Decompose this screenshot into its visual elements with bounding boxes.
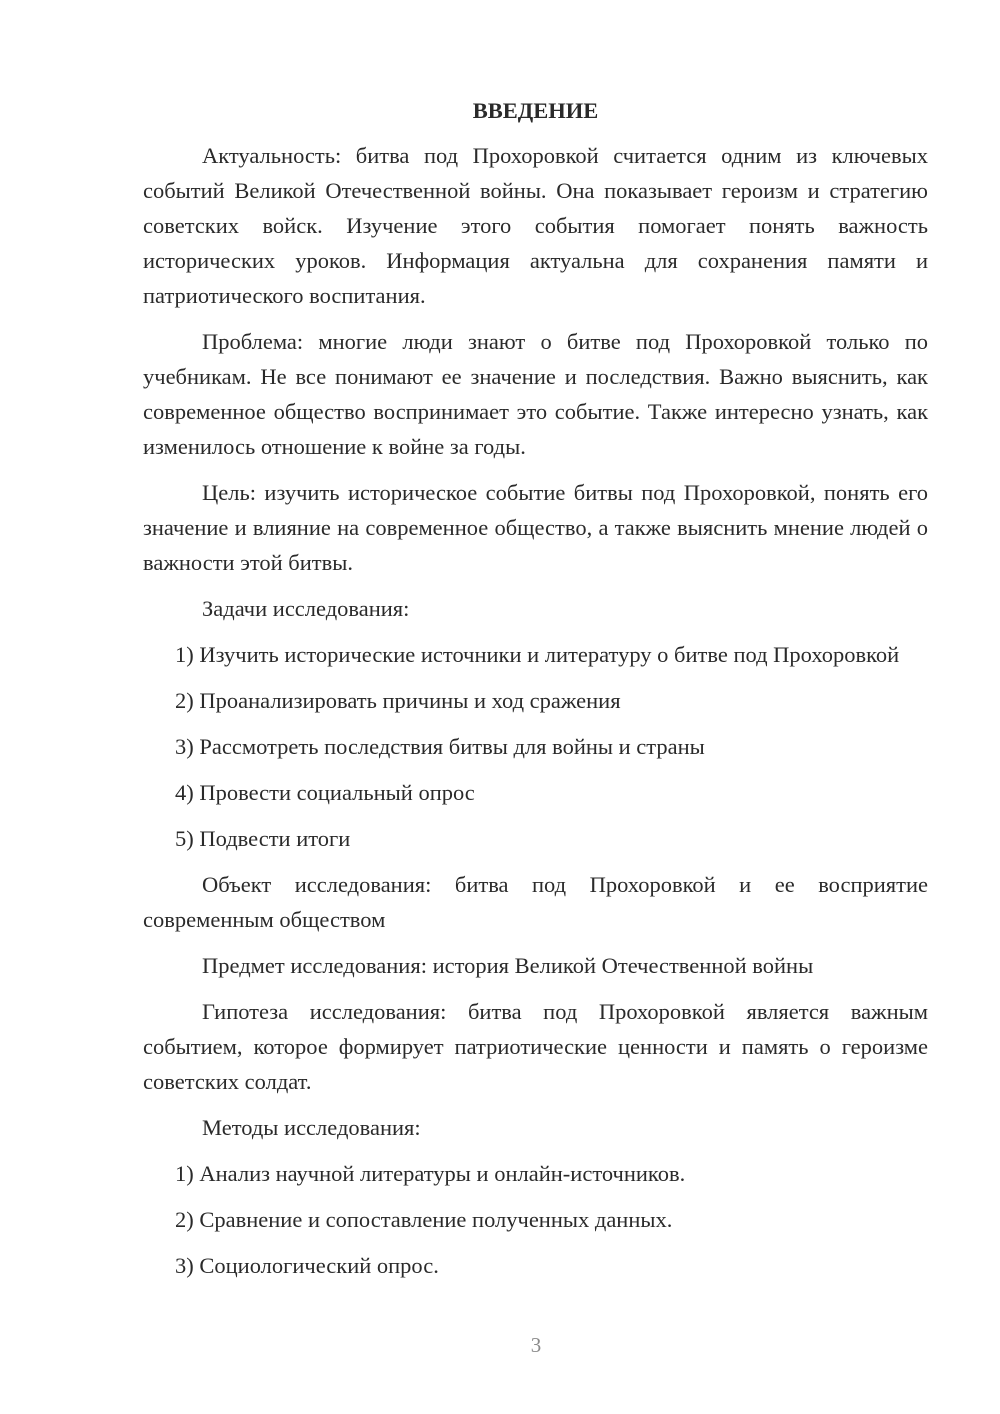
task-item: 3) Рассмотреть последствия битвы для войны и страны bbox=[175, 734, 705, 759]
task-item: 5) Подвести итоги bbox=[175, 826, 351, 851]
task-item: 4) Провести социальный опрос bbox=[175, 780, 475, 805]
task-item: 2) Проанализировать причины и ход сражения bbox=[175, 688, 621, 713]
tasks-label: Задачи исследования: bbox=[202, 596, 410, 621]
relevance-paragraph: Актуальность: битва под Прохоровкой считается одним из ключевых событий Великой Отечественной войны. Она показывает героизм и стратегию советских войск. Изучение этого события помогает понять важность исторических уроков. Информация актуальна для сохранения памяти и патриотического воспитания. bbox=[143, 143, 928, 308]
subject-paragraph: Предмет исследования: история Великой Отечественной войны bbox=[202, 953, 814, 978]
task-item: 1) Изучить исторические источники и литературу о битве под Прохоровкой bbox=[175, 642, 900, 667]
method-item: 3) Социологический опрос. bbox=[175, 1253, 439, 1278]
method-item: 1) Анализ научной литературы и онлайн-источников. bbox=[175, 1161, 686, 1186]
goal-paragraph: Цель: изучить историческое событие битвы под Прохоровкой, понять его значение и влияние на современное общество, а также выяснить мнение людей о важности этой битвы. bbox=[143, 480, 928, 575]
problem-paragraph: Проблема: многие люди знают о битве под Прохоровкой только по учебникам. Не все понимают ее значение и последствия. Важно выяснить, как современное общество воспринимает это событие. Также интересно узнать, как изменилось отношение к войне за годы. bbox=[143, 329, 928, 459]
document-body bbox=[143, 93, 928, 1294]
methods-label: Методы исследования: bbox=[202, 1115, 421, 1140]
method-item: 2) Сравнение и сопоставление полученных данных. bbox=[175, 1207, 673, 1232]
section-title: ВВЕДЕНИЕ bbox=[472, 98, 599, 123]
hypothesis-paragraph: Гипотеза исследования: битва под Прохоровкой является важным событием, которое формирует патриотические ценности и память о героизме советских солдат. bbox=[143, 999, 928, 1094]
object-paragraph: Объект исследования: битва под Прохоровкой и ее восприятие современным обществом bbox=[143, 872, 928, 932]
page-number: 3 bbox=[530, 1333, 542, 1357]
